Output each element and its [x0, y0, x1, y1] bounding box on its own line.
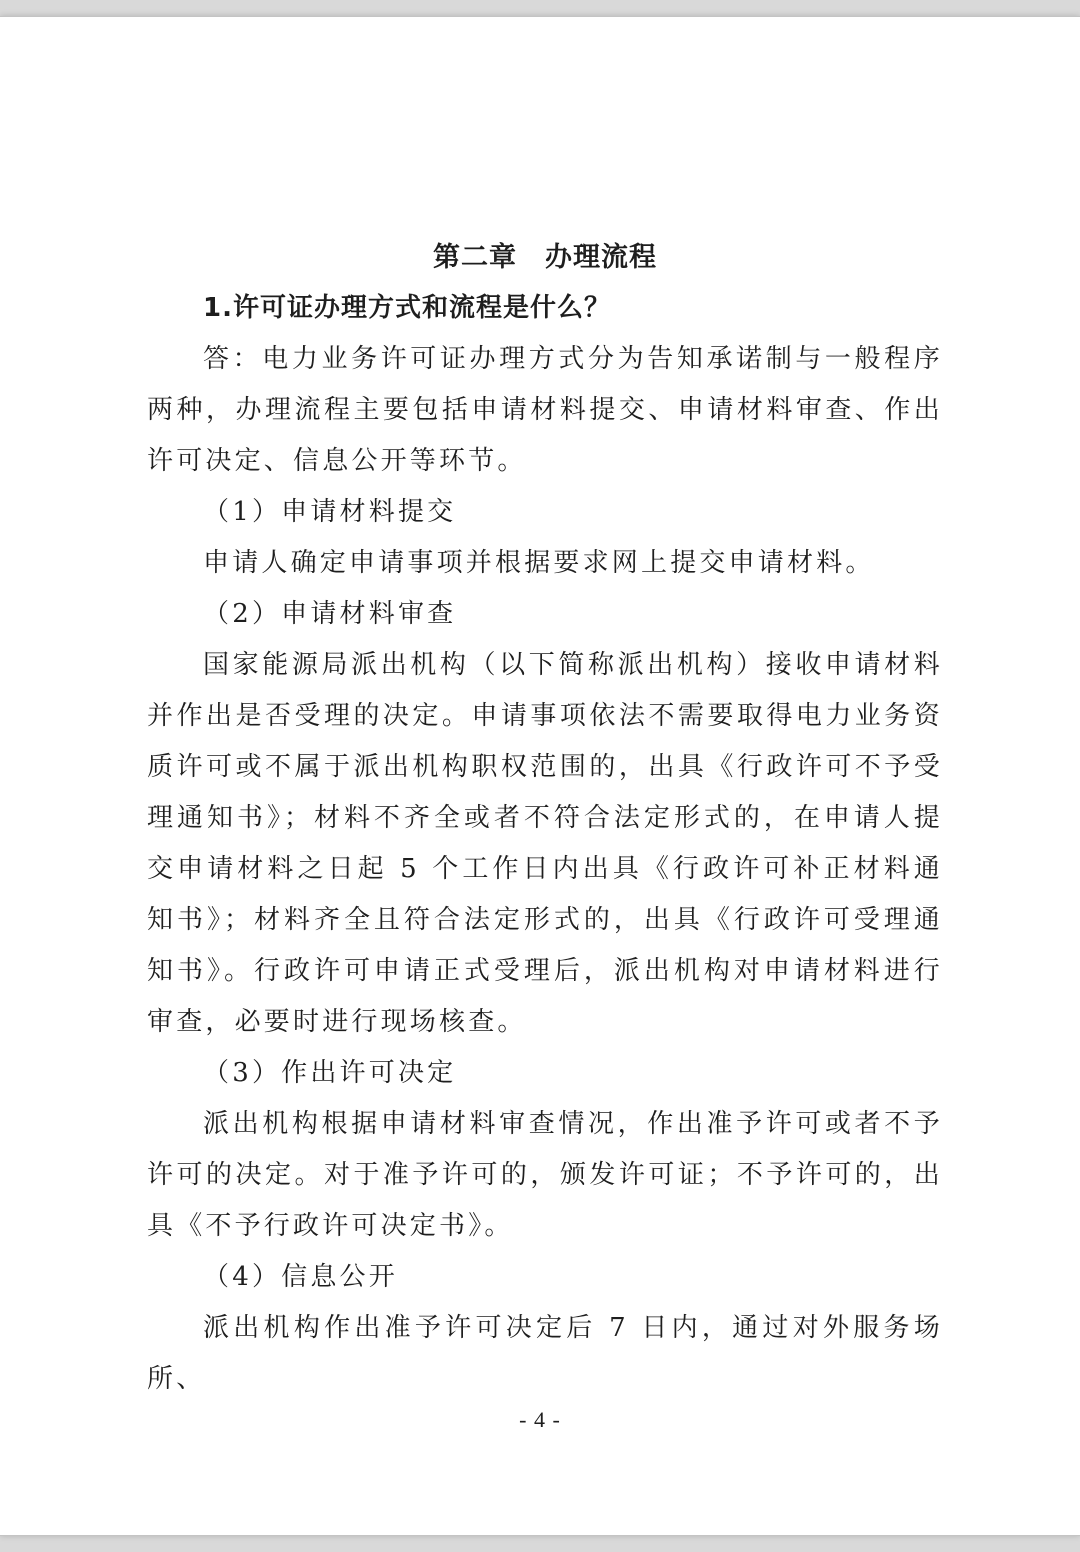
subheading-disclosure: （4）信息公开: [203, 1262, 398, 1292]
disclosure-paragraph: 派出机构作出准予许可决定后 7 日内，通过对外服务场所、: [147, 1313, 943, 1394]
chapter-title: 第二章 办理流程: [433, 242, 657, 273]
subheading-review: （2）申请材料审查: [203, 599, 457, 629]
question-heading: 1.许可证办理方式和流程是什么？: [203, 293, 611, 323]
subheading-decision: （3）作出许可决定: [203, 1058, 457, 1088]
answer-paragraph: 答：电力业务许可证办理方式分为告知承诺制与一般程序两种，办理流程主要包括申请材料提交、申请材料审查、作出许可决定、信息公开等环节。: [147, 344, 943, 476]
submission-paragraph: 申请人确定申请事项并根据要求网上提交申请材料。: [203, 548, 875, 578]
page-number: - 4 -: [519, 1407, 561, 1432]
document-page: [0, 16, 1080, 1536]
subheading-submission: （1）申请材料提交: [203, 497, 457, 527]
decision-paragraph: 派出机构根据申请材料审查情况，作出准予许可或者不予许可的决定。对于准予许可的，颁发许可证；不予许可的，出具《不予行政许可决定书》。: [147, 1109, 943, 1241]
page-content: [147, 235, 943, 1405]
review-paragraph: 国家能源局派出机构（以下简称派出机构）接收申请材料并作出是否受理的决定。申请事项依法不需要取得电力业务资质许可或不属于派出机构职权范围的，出具《行政许可不予受理通知书》；材料不齐全或者不符合法定形式的，在申请人提交申请材料之日起 5 个工作日内出具《行政许可补正材料通知书》；材料齐全且符合法定形式的，出具《行政许可受理通知书》。行政许可申请正式受理后，派出机构对申请材料进行审查，必要时进行现场核查。: [147, 650, 943, 1037]
